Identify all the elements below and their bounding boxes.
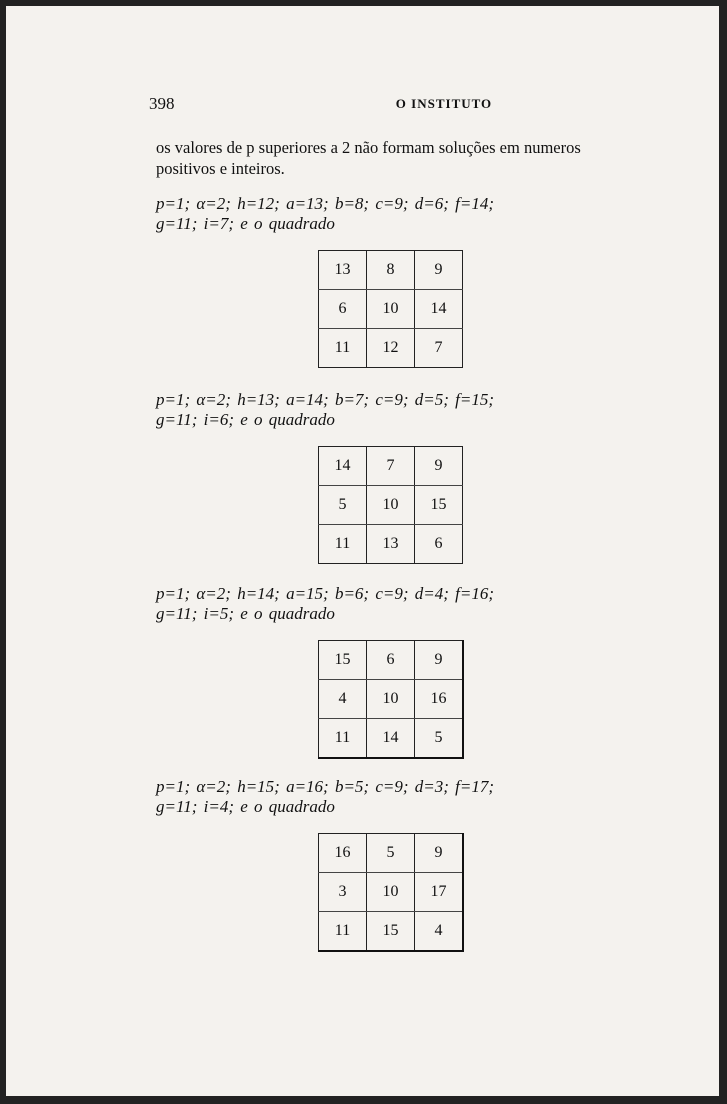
square-cell: 4 <box>434 922 443 939</box>
square-cell: 10 <box>367 486 415 525</box>
square-cell: 11 <box>319 719 367 759</box>
equation-block-1 <box>156 194 636 356</box>
equation-block-4 <box>156 777 636 939</box>
equation-block-3 <box>156 584 636 746</box>
square-cell: 3 <box>319 873 367 912</box>
square-cell: 10 <box>367 290 415 329</box>
square-cell: 11 <box>319 329 367 368</box>
square-cell: 8 <box>367 251 415 290</box>
square-cell: 5 <box>367 834 415 873</box>
running-head: O INSTITUTO <box>395 96 493 111</box>
square-cell: 4 <box>319 680 367 719</box>
square-cell: 9 <box>415 834 464 873</box>
table-row <box>319 680 464 719</box>
square-cell: 11 <box>319 912 367 952</box>
table-row <box>319 912 464 952</box>
square-cell: 6 <box>367 641 415 680</box>
square-cell: 10 <box>367 873 415 912</box>
square-cell: 16 <box>319 834 367 873</box>
equation-line-1: p=1; α=2; h=14; a=15; b=6; c=9; d=4; f=16; <box>156 584 495 603</box>
page-number: 398 <box>149 94 175 113</box>
equation-line-2: g=11; i=7; e o quadrado <box>156 214 335 233</box>
square-cell: 9 <box>415 641 464 680</box>
square-cell: 10 <box>367 680 415 719</box>
square-cell: 7 <box>367 447 415 486</box>
square-cell: 14 <box>319 447 367 486</box>
equation-line-1: p=1; α=2; h=13; a=14; b=7; c=9; d=5; f=15; <box>156 390 495 409</box>
equation-block-2 <box>156 390 636 552</box>
square-cell: 9 <box>415 447 463 486</box>
square-cell: 9 <box>415 251 463 290</box>
table-row <box>319 873 464 912</box>
magic-square <box>318 250 463 368</box>
table-row <box>319 834 464 873</box>
square-cell: 16 <box>415 680 464 719</box>
table-row <box>319 447 463 486</box>
square-cell: 7 <box>434 339 443 356</box>
equation-line-2: g=11; i=6; e o quadrado <box>156 410 335 429</box>
square-cell: 13 <box>319 251 367 290</box>
table-row <box>319 251 463 290</box>
magic-square <box>318 640 464 759</box>
square-cell: 5 <box>434 729 443 746</box>
square-cell: 14 <box>367 719 415 759</box>
square-cell: 15 <box>367 912 415 952</box>
equation-line-1: p=1; α=2; h=12; a=13; b=8; c=9; d=6; f=14; <box>156 194 495 213</box>
square-cell: 11 <box>319 525 367 564</box>
table-row <box>319 525 463 564</box>
table-row <box>319 486 463 525</box>
table-row <box>319 329 463 368</box>
magic-square <box>318 833 464 952</box>
table-row <box>319 290 463 329</box>
square-cell: 5 <box>319 486 367 525</box>
equation-line-2: g=11; i=4; e o quadrado <box>156 797 335 816</box>
square-cell: 6 <box>319 290 367 329</box>
equation-line-1: p=1; α=2; h=15; a=16; b=5; c=9; d=3; f=17; <box>156 777 495 796</box>
equation-line-2: g=11; i=5; e o quadrado <box>156 604 335 623</box>
square-cell: 14 <box>415 290 463 329</box>
square-cell: 15 <box>415 486 463 525</box>
magic-square <box>318 446 463 564</box>
document-page <box>6 6 719 1096</box>
square-cell: 17 <box>415 873 464 912</box>
square-cell: 12 <box>367 329 415 368</box>
square-cell: 15 <box>319 641 367 680</box>
square-cell: 6 <box>434 535 443 552</box>
square-cell: 13 <box>367 525 415 564</box>
intro-paragraph: os valores de p superiores a 2 não formam soluções em numeros positivos e inteiros. <box>156 138 581 178</box>
table-row <box>319 719 464 759</box>
table-row <box>319 641 464 680</box>
